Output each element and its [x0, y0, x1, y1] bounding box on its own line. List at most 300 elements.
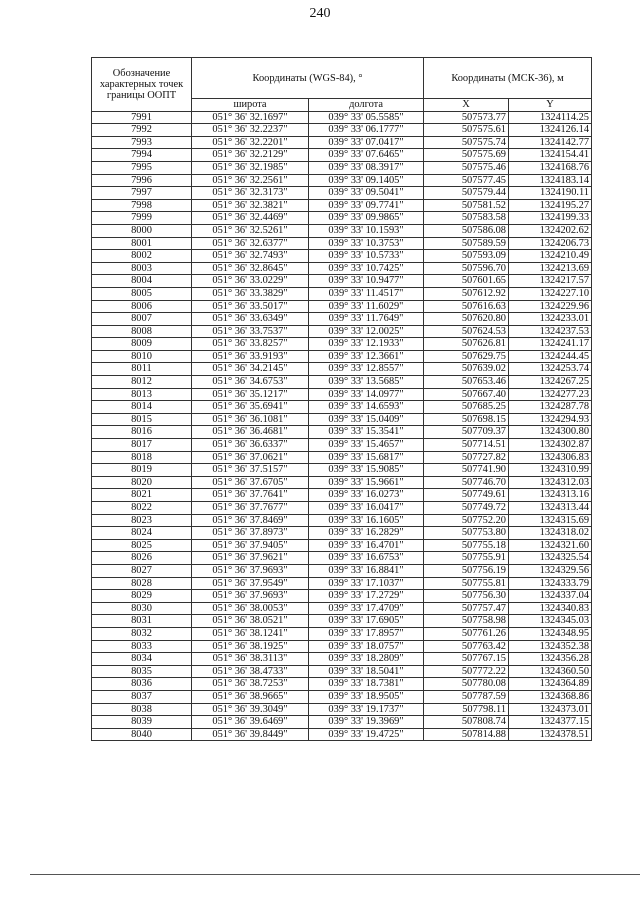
- cell-x: 507573.77: [424, 111, 509, 124]
- cell-latitude: 051° 36' 32.1985": [192, 161, 309, 174]
- cell-y: 1324213.69: [509, 262, 592, 275]
- cell-latitude: 051° 36' 32.3173": [192, 187, 309, 200]
- cell-point-id: 8022: [92, 502, 192, 515]
- cell-point-id: 8029: [92, 590, 192, 603]
- cell-y: 1324302.87: [509, 439, 592, 452]
- cell-point-id: 8004: [92, 275, 192, 288]
- cell-point-id: 8025: [92, 539, 192, 552]
- cell-y: 1324315.69: [509, 514, 592, 527]
- cell-y: 1324377.15: [509, 716, 592, 729]
- cell-latitude: 051° 36' 34.2145": [192, 363, 309, 376]
- cell-y: 1324373.01: [509, 703, 592, 716]
- table-row: [92, 502, 592, 515]
- table-row: [92, 464, 592, 477]
- cell-longitude: 039° 33' 07.0417": [309, 136, 424, 149]
- cell-latitude: 051° 36' 35.6941": [192, 401, 309, 414]
- table-header-row-1: [92, 58, 592, 99]
- cell-point-id: 8014: [92, 401, 192, 414]
- cell-x: 507772.22: [424, 665, 509, 678]
- cell-y: 1324142.77: [509, 136, 592, 149]
- cell-y: 1324253.74: [509, 363, 592, 376]
- cell-longitude: 039° 33' 11.7649": [309, 313, 424, 326]
- cell-point-id: 7997: [92, 187, 192, 200]
- cell-longitude: 039° 33' 19.3969": [309, 716, 424, 729]
- cell-x: 507581.52: [424, 199, 509, 212]
- cell-longitude: 039° 33' 16.4701": [309, 539, 424, 552]
- cell-latitude: 051° 36' 38.0521": [192, 615, 309, 628]
- cell-latitude: 051° 36' 39.6469": [192, 716, 309, 729]
- cell-y: 1324364.89: [509, 678, 592, 691]
- cell-point-id: 8008: [92, 325, 192, 338]
- cell-longitude: 039° 33' 13.5685": [309, 376, 424, 389]
- cell-longitude: 039° 33' 11.4517": [309, 287, 424, 300]
- cell-point-id: 8013: [92, 388, 192, 401]
- cell-latitude: 051° 36' 33.5017": [192, 300, 309, 313]
- cell-y: 1324300.80: [509, 426, 592, 439]
- header-x: X: [424, 99, 509, 112]
- cell-point-id: 7993: [92, 136, 192, 149]
- table-row: [92, 212, 592, 225]
- cell-longitude: 039° 33' 10.7425": [309, 262, 424, 275]
- table-row: [92, 376, 592, 389]
- cell-x: 507709.37: [424, 426, 509, 439]
- cell-y: 1324267.25: [509, 376, 592, 389]
- cell-x: 507741.90: [424, 464, 509, 477]
- cell-latitude: 051° 36' 39.3049": [192, 703, 309, 716]
- cell-longitude: 039° 33' 11.6029": [309, 300, 424, 313]
- cell-x: 507767.15: [424, 653, 509, 666]
- cell-longitude: 039° 33' 10.5733": [309, 250, 424, 263]
- table-row: [92, 590, 592, 603]
- table-row: [92, 363, 592, 376]
- cell-latitude: 051° 36' 35.1217": [192, 388, 309, 401]
- table-row: [92, 476, 592, 489]
- table-row: [92, 325, 592, 338]
- cell-latitude: 051° 36' 33.8257": [192, 338, 309, 351]
- cell-y: 1324233.01: [509, 313, 592, 326]
- table-row: [92, 564, 592, 577]
- cell-longitude: 039° 33' 17.8957": [309, 627, 424, 640]
- table-row: [92, 388, 592, 401]
- cell-y: 1324306.83: [509, 451, 592, 464]
- cell-x: 507601.65: [424, 275, 509, 288]
- table-row: [92, 539, 592, 552]
- cell-latitude: 051° 36' 37.9693": [192, 564, 309, 577]
- cell-point-id: 8015: [92, 413, 192, 426]
- cell-longitude: 039° 33' 08.3917": [309, 161, 424, 174]
- cell-longitude: 039° 33' 16.8841": [309, 564, 424, 577]
- cell-point-id: 8010: [92, 350, 192, 363]
- cell-longitude: 039° 33' 05.5585": [309, 111, 424, 124]
- cell-latitude: 051° 36' 38.1241": [192, 627, 309, 640]
- cell-longitude: 039° 33' 16.0417": [309, 502, 424, 515]
- cell-latitude: 051° 36' 38.1925": [192, 640, 309, 653]
- cell-longitude: 039° 33' 06.1777": [309, 124, 424, 137]
- cell-latitude: 051° 36' 37.8469": [192, 514, 309, 527]
- cell-y: 1324227.10: [509, 287, 592, 300]
- cell-x: 507577.45: [424, 174, 509, 187]
- cell-latitude: 051° 36' 32.7493": [192, 250, 309, 263]
- cell-point-id: 8032: [92, 627, 192, 640]
- table-row: [92, 313, 592, 326]
- cell-x: 507575.61: [424, 124, 509, 137]
- cell-x: 507616.63: [424, 300, 509, 313]
- cell-y: 1324287.78: [509, 401, 592, 414]
- cell-point-id: 8026: [92, 552, 192, 565]
- cell-point-id: 8012: [92, 376, 192, 389]
- cell-point-id: 8019: [92, 464, 192, 477]
- cell-y: 1324229.96: [509, 300, 592, 313]
- cell-y: 1324195.27: [509, 199, 592, 212]
- table-row: [92, 615, 592, 628]
- cell-point-id: 7991: [92, 111, 192, 124]
- page-number: 240: [309, 6, 331, 21]
- table-row: [92, 124, 592, 137]
- cell-latitude: 051° 36' 32.8645": [192, 262, 309, 275]
- cell-y: 1324329.56: [509, 564, 592, 577]
- table-row: [92, 451, 592, 464]
- cell-y: 1324333.79: [509, 577, 592, 590]
- cell-x: 507755.18: [424, 539, 509, 552]
- cell-y: 1324244.45: [509, 350, 592, 363]
- cell-x: 507798.11: [424, 703, 509, 716]
- cell-y: 1324313.44: [509, 502, 592, 515]
- cell-longitude: 039° 33' 18.2809": [309, 653, 424, 666]
- cell-y: 1324199.33: [509, 212, 592, 225]
- cell-y: 1324217.57: [509, 275, 592, 288]
- cell-point-id: 8017: [92, 439, 192, 452]
- cell-point-id: 8005: [92, 287, 192, 300]
- cell-point-id: 7996: [92, 174, 192, 187]
- cell-x: 507714.51: [424, 439, 509, 452]
- cell-x: 507596.70: [424, 262, 509, 275]
- table-row: [92, 602, 592, 615]
- header-msk36: Координаты (МСК-36), м: [424, 58, 592, 99]
- cell-latitude: 051° 36' 38.0053": [192, 602, 309, 615]
- cell-y: 1324210.49: [509, 250, 592, 263]
- cell-x: 507685.25: [424, 401, 509, 414]
- cell-x: 507761.26: [424, 627, 509, 640]
- cell-y: 1324206.73: [509, 237, 592, 250]
- cell-point-id: 8011: [92, 363, 192, 376]
- cell-point-id: 8020: [92, 476, 192, 489]
- cell-latitude: 051° 36' 37.6705": [192, 476, 309, 489]
- cell-latitude: 051° 36' 36.1081": [192, 413, 309, 426]
- table-row: [92, 627, 592, 640]
- cell-point-id: 8023: [92, 514, 192, 527]
- cell-longitude: 039° 33' 17.1037": [309, 577, 424, 590]
- cell-x: 507780.08: [424, 678, 509, 691]
- cell-x: 507755.81: [424, 577, 509, 590]
- table-row: [92, 703, 592, 716]
- cell-point-id: 8001: [92, 237, 192, 250]
- cell-y: 1324202.62: [509, 224, 592, 237]
- cell-x: 507756.30: [424, 590, 509, 603]
- cell-point-id: 7992: [92, 124, 192, 137]
- cell-x: 507755.91: [424, 552, 509, 565]
- cell-y: 1324348.95: [509, 627, 592, 640]
- cell-point-id: 8018: [92, 451, 192, 464]
- cell-longitude: 039° 33' 14.0977": [309, 388, 424, 401]
- cell-latitude: 051° 36' 33.6349": [192, 313, 309, 326]
- cell-latitude: 051° 36' 38.9665": [192, 690, 309, 703]
- cell-x: 507757.47: [424, 602, 509, 615]
- cell-longitude: 039° 33' 09.5041": [309, 187, 424, 200]
- table-row: [92, 275, 592, 288]
- table-row: [92, 149, 592, 162]
- cell-latitude: 051° 36' 37.9405": [192, 539, 309, 552]
- cell-x: 507575.69: [424, 149, 509, 162]
- cell-longitude: 039° 33' 15.0409": [309, 413, 424, 426]
- table-row: [92, 653, 592, 666]
- cell-point-id: 8016: [92, 426, 192, 439]
- table-row: [92, 426, 592, 439]
- cell-longitude: 039° 33' 10.1593": [309, 224, 424, 237]
- table-row: [92, 577, 592, 590]
- cell-latitude: 051° 36' 32.1697": [192, 111, 309, 124]
- cell-longitude: 039° 33' 12.8557": [309, 363, 424, 376]
- cell-longitude: 039° 33' 18.9505": [309, 690, 424, 703]
- cell-longitude: 039° 33' 16.2829": [309, 527, 424, 540]
- cell-y: 1324313.16: [509, 489, 592, 502]
- table-row: [92, 439, 592, 452]
- cell-latitude: 051° 36' 38.3113": [192, 653, 309, 666]
- cell-longitude: 039° 33' 18.5041": [309, 665, 424, 678]
- cell-point-id: 8038: [92, 703, 192, 716]
- cell-y: 1324154.41: [509, 149, 592, 162]
- cell-x: 507612.92: [424, 287, 509, 300]
- cell-latitude: 051° 36' 32.2237": [192, 124, 309, 137]
- cell-x: 507575.46: [424, 161, 509, 174]
- cell-y: 1324126.14: [509, 124, 592, 137]
- cell-point-id: 8000: [92, 224, 192, 237]
- cell-latitude: 051° 36' 33.3829": [192, 287, 309, 300]
- table-row: [92, 111, 592, 124]
- cell-longitude: 039° 33' 12.3661": [309, 350, 424, 363]
- cell-x: 507653.46: [424, 376, 509, 389]
- cell-y: 1324368.86: [509, 690, 592, 703]
- cell-latitude: 051° 36' 33.0229": [192, 275, 309, 288]
- table-row: [92, 716, 592, 729]
- cell-point-id: 8039: [92, 716, 192, 729]
- cell-longitude: 039° 33' 09.1405": [309, 174, 424, 187]
- cell-x: 507698.15: [424, 413, 509, 426]
- cell-y: 1324294.93: [509, 413, 592, 426]
- header-y: Y: [509, 99, 592, 112]
- cell-x: 507752.20: [424, 514, 509, 527]
- table-row: [92, 262, 592, 275]
- cell-point-id: 7998: [92, 199, 192, 212]
- table-row: [92, 250, 592, 263]
- cell-latitude: 051° 36' 32.2129": [192, 149, 309, 162]
- cell-point-id: 8003: [92, 262, 192, 275]
- cell-latitude: 051° 36' 36.6337": [192, 439, 309, 452]
- cell-x: 507787.59: [424, 690, 509, 703]
- table-row: [92, 174, 592, 187]
- cell-x: 507753.80: [424, 527, 509, 540]
- cell-latitude: 051° 36' 32.5261": [192, 224, 309, 237]
- cell-y: 1324318.02: [509, 527, 592, 540]
- cell-x: 507589.59: [424, 237, 509, 250]
- cell-point-id: 8034: [92, 653, 192, 666]
- cell-latitude: 051° 36' 37.8973": [192, 527, 309, 540]
- cell-latitude: 051° 36' 37.0621": [192, 451, 309, 464]
- cell-latitude: 051° 36' 36.4681": [192, 426, 309, 439]
- table-row: [92, 413, 592, 426]
- cell-longitude: 039° 33' 09.7741": [309, 199, 424, 212]
- cell-x: 507583.58: [424, 212, 509, 225]
- footer-divider: [30, 874, 640, 875]
- header-wgs84: Координаты (WGS-84), °: [192, 58, 424, 99]
- cell-longitude: 039° 33' 10.9477": [309, 275, 424, 288]
- cell-point-id: 8030: [92, 602, 192, 615]
- cell-x: 507639.02: [424, 363, 509, 376]
- cell-longitude: 039° 33' 19.4725": [309, 728, 424, 741]
- cell-longitude: 039° 33' 18.7381": [309, 678, 424, 691]
- table-row: [92, 728, 592, 741]
- cell-x: 507746.70: [424, 476, 509, 489]
- cell-point-id: 8031: [92, 615, 192, 628]
- cell-y: 1324378.51: [509, 728, 592, 741]
- table-row: [92, 665, 592, 678]
- cell-longitude: 039° 33' 16.1605": [309, 514, 424, 527]
- cell-longitude: 039° 33' 09.9865": [309, 212, 424, 225]
- cell-x: 507626.81: [424, 338, 509, 351]
- cell-latitude: 051° 36' 39.8449": [192, 728, 309, 741]
- cell-y: 1324340.83: [509, 602, 592, 615]
- cell-point-id: 8007: [92, 313, 192, 326]
- table-row: [92, 237, 592, 250]
- cell-latitude: 051° 36' 34.6753": [192, 376, 309, 389]
- table-row: [92, 136, 592, 149]
- cell-y: 1324337.04: [509, 590, 592, 603]
- cell-longitude: 039° 33' 15.4657": [309, 439, 424, 452]
- cell-longitude: 039° 33' 07.6465": [309, 149, 424, 162]
- cell-point-id: 8028: [92, 577, 192, 590]
- cell-longitude: 039° 33' 16.6753": [309, 552, 424, 565]
- table-row: [92, 514, 592, 527]
- table-row: [92, 527, 592, 540]
- cell-y: 1324183.14: [509, 174, 592, 187]
- table-row: [92, 640, 592, 653]
- header-latitude: широта: [192, 99, 309, 112]
- cell-longitude: 039° 33' 15.6817": [309, 451, 424, 464]
- cell-y: 1324345.03: [509, 615, 592, 628]
- cell-y: 1324321.60: [509, 539, 592, 552]
- cell-point-id: 8006: [92, 300, 192, 313]
- table-row: [92, 690, 592, 703]
- cell-y: 1324360.50: [509, 665, 592, 678]
- cell-point-id: 7999: [92, 212, 192, 225]
- cell-longitude: 039° 33' 17.6905": [309, 615, 424, 628]
- cell-y: 1324277.23: [509, 388, 592, 401]
- cell-latitude: 051° 36' 37.7641": [192, 489, 309, 502]
- cell-point-id: 7995: [92, 161, 192, 174]
- cell-latitude: 051° 36' 37.9621": [192, 552, 309, 565]
- cell-longitude: 039° 33' 16.0273": [309, 489, 424, 502]
- cell-longitude: 039° 33' 15.9085": [309, 464, 424, 477]
- cell-latitude: 051° 36' 37.5157": [192, 464, 309, 477]
- cell-latitude: 051° 36' 33.9193": [192, 350, 309, 363]
- cell-latitude: 051° 36' 32.3821": [192, 199, 309, 212]
- cell-latitude: 051° 36' 33.7537": [192, 325, 309, 338]
- header-longitude: долгота: [309, 99, 424, 112]
- cell-latitude: 051° 36' 32.2201": [192, 136, 309, 149]
- cell-y: 1324168.76: [509, 161, 592, 174]
- table-row: [92, 401, 592, 414]
- cell-x: 507756.19: [424, 564, 509, 577]
- cell-latitude: 051° 36' 37.9549": [192, 577, 309, 590]
- table-row: [92, 199, 592, 212]
- cell-point-id: 8021: [92, 489, 192, 502]
- cell-longitude: 039° 33' 19.1737": [309, 703, 424, 716]
- cell-x: 507667.40: [424, 388, 509, 401]
- cell-longitude: 039° 33' 15.9661": [309, 476, 424, 489]
- table-row: [92, 300, 592, 313]
- cell-y: 1324312.03: [509, 476, 592, 489]
- cell-x: 507808.74: [424, 716, 509, 729]
- cell-latitude: 051° 36' 32.2561": [192, 174, 309, 187]
- cell-x: 507758.98: [424, 615, 509, 628]
- cell-x: 507814.88: [424, 728, 509, 741]
- table-body: [92, 111, 592, 741]
- table-row: [92, 552, 592, 565]
- cell-x: 507749.61: [424, 489, 509, 502]
- cell-point-id: 8035: [92, 665, 192, 678]
- cell-latitude: 051° 36' 37.9693": [192, 590, 309, 603]
- cell-x: 507620.80: [424, 313, 509, 326]
- coordinates-table: [91, 57, 592, 741]
- cell-point-id: 8040: [92, 728, 192, 741]
- cell-x: 507586.08: [424, 224, 509, 237]
- table-row: [92, 350, 592, 363]
- cell-point-id: 8036: [92, 678, 192, 691]
- cell-latitude: 051° 36' 32.4469": [192, 212, 309, 225]
- cell-point-id: 8037: [92, 690, 192, 703]
- cell-y: 1324114.25: [509, 111, 592, 124]
- cell-point-id: 8002: [92, 250, 192, 263]
- cell-y: 1324352.38: [509, 640, 592, 653]
- cell-x: 507763.42: [424, 640, 509, 653]
- cell-longitude: 039° 33' 12.1933": [309, 338, 424, 351]
- cell-x: 507575.74: [424, 136, 509, 149]
- table-row: [92, 287, 592, 300]
- table-row: [92, 489, 592, 502]
- cell-longitude: 039° 33' 15.3541": [309, 426, 424, 439]
- cell-point-id: 7994: [92, 149, 192, 162]
- table-row: [92, 678, 592, 691]
- cell-y: 1324237.53: [509, 325, 592, 338]
- cell-longitude: 039° 33' 14.6593": [309, 401, 424, 414]
- table-row: [92, 338, 592, 351]
- table-row: [92, 224, 592, 237]
- cell-x: 507579.44: [424, 187, 509, 200]
- cell-latitude: 051° 36' 38.7253": [192, 678, 309, 691]
- cell-latitude: 051° 36' 37.7677": [192, 502, 309, 515]
- cell-x: 507727.82: [424, 451, 509, 464]
- cell-y: 1324325.54: [509, 552, 592, 565]
- cell-x: 507593.09: [424, 250, 509, 263]
- cell-y: 1324241.17: [509, 338, 592, 351]
- cell-point-id: 8009: [92, 338, 192, 351]
- cell-y: 1324190.11: [509, 187, 592, 200]
- cell-point-id: 8027: [92, 564, 192, 577]
- header-point: Обозначение характерных точек границы ООПТ: [92, 58, 192, 112]
- cell-latitude: 051° 36' 38.4733": [192, 665, 309, 678]
- table-row: [92, 187, 592, 200]
- cell-point-id: 8033: [92, 640, 192, 653]
- cell-x: 507624.53: [424, 325, 509, 338]
